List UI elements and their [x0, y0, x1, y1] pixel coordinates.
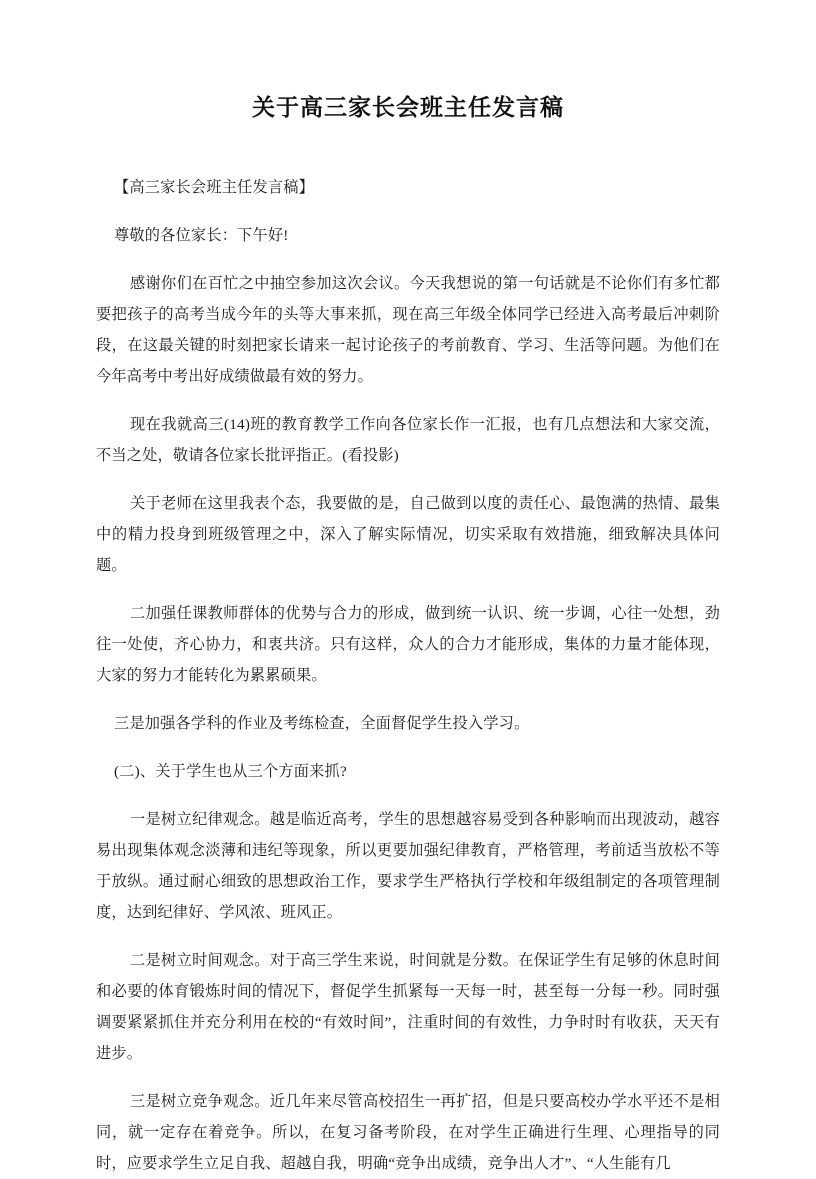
paragraph-student-point-two-time: 二是树立时间观念。对于高三学生来说，时间就是分数。在保证学生有足够的休息时间和必要的体育锻炼时间的情况下，督促学生抓紧每一天每一时，甚至每一分每一秒。同时强调要紧紧抓住并充分利用在校的“有效时间”，注重时间的有效性，力争时时有收获，天天有进步。: [96, 952, 720, 1062]
paragraph-section-two-heading: (二)、关于学生也从三个方面来抓?: [114, 763, 347, 780]
document-content-area: [96, 0, 720, 1179]
paragraph-bracket-heading: 【高三家长会班主任发言稿】: [114, 179, 315, 196]
paragraph-point-two-teacher-group: 二加强任课教师群体的优势与合力的形成，做到统一认识、统一步调，心往一处想，劲往一处使，齐心协力，和衷共济。只有这样，众人的合力才能形成，集体的力量才能体现，大家的努力才能转化为累累硕果。: [96, 605, 720, 684]
paragraph-class-report: 现在我就高三(14)班的教育教学工作向各位家长作一汇报，也有几点想法和大家交流，不当之处，敬请各位家长批评指正。(看投影): [96, 416, 720, 464]
page-title: 关于高三家长会班主任发言稿: [252, 95, 564, 120]
document-paragraph-list: [96, 172, 720, 1179]
paragraph-salutation: 尊敬的各位家长：下午好!: [114, 227, 289, 244]
paragraph-teacher-attitude: 关于老师在这里我表个态，我要做的是，自己做到以度的责任心、最饱满的热情、最集中的精力投身到班级管理之中，深入了解实际情况，切实采取有效措施，细致解决具体问题。: [96, 495, 720, 574]
paragraph-thanks-opening: 感谢你们在百忙之中抽空参加这次会议。今天我想说的第一句话就是不论你们有多忙都要把孩子的高考当成今年的头等大事来抓，现在高三年级全体同学已经进入高考最后冲刺阶段，在这最关键的时刻把家长请来一起讨论孩子的考前教育、学习、生活等问题。为他们在今年高考中考出好成绩做最有效的努力。: [96, 275, 720, 385]
paragraph-student-point-one-discipline: 一是树立纪律观念。越是临近高考，学生的思想越容易受到各种影响而出现波动，越容易出现集体观念淡薄和违纪等现象，所以更要加强纪律教育，严格管理，考前适当放松不等于放纵。通过耐心细致的思想政治工作，要求学生严格执行学校和年级组制定的各项管理制度，达到纪律好、学风浓、班风正。: [96, 811, 720, 921]
paragraph-point-three-homework-check: 三是加强各学科的作业及考练检查，全面督促学生投入学习。: [114, 715, 530, 732]
paragraph-student-point-three-competition: 三是树立竞争观念。近几年来尽管高校招生一再扩招，但是只要高校办学水平还不是相同，就一定存在着竞争。所以，在复习备考阶段，在对学生正确进行生理、心理指导的同时，应要求学生立足自我、超越自我，明确“竞争出成绩，竞争出人才”、“人生能有几: [96, 1093, 720, 1172]
